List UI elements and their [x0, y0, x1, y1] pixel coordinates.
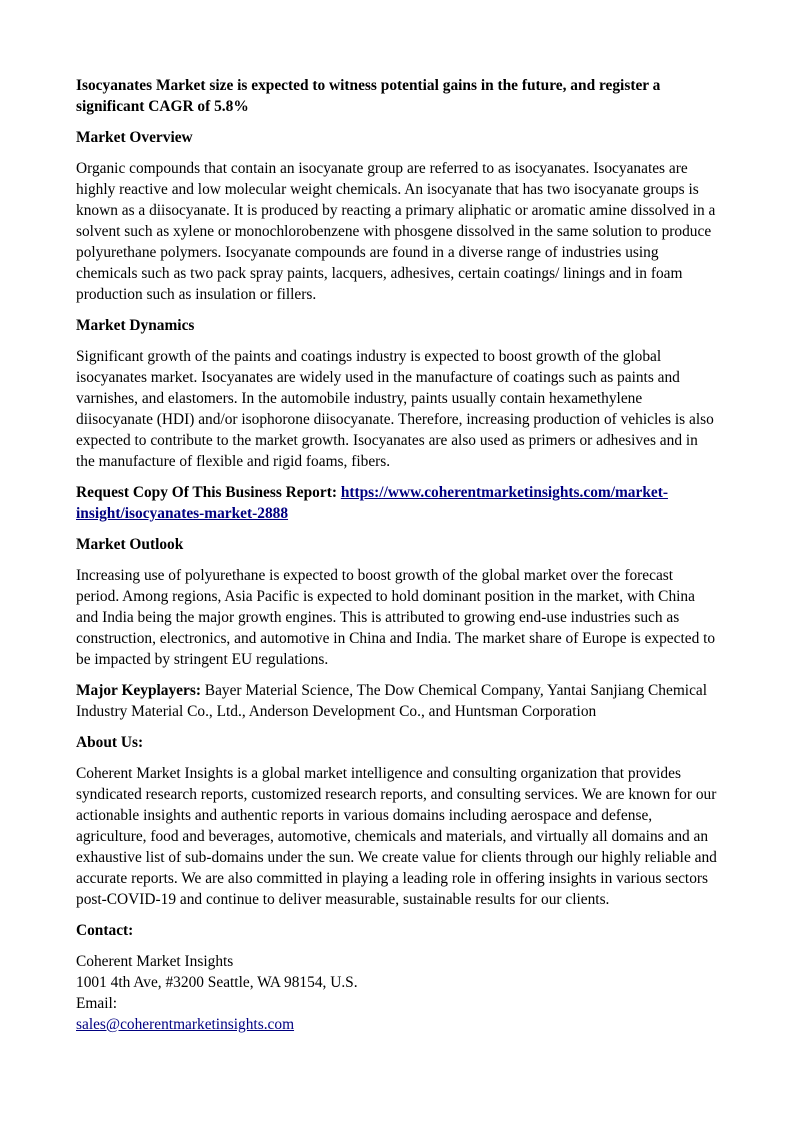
keyplayers-paragraph: [76, 680, 718, 722]
overview-heading: Market Overview: [76, 129, 193, 146]
about-heading: About Us:: [76, 734, 144, 751]
contact-email-line: [76, 993, 718, 1035]
dynamics-paragraph: Significant growth of the paints and coatings industry is expected to boost growth of the global isocyanates market. Isocyanates are widely used in the manufacture of coatings such as paints and varnishes, and elastomers. In the automobile industry, paints usually contain hexamethylene diisocyanate (HDI) and/or isophorone diisocyanate. Therefore, increasing production of vehicles is also expected to contribute to the market growth. Isocyanates are also used as primers or adhesives and in the manufacture of flexible and rigid foams, fibers.: [76, 348, 714, 470]
keyplayers-label: Major Keyplayers:: [76, 682, 201, 699]
contact-block: [76, 951, 718, 1035]
dynamics-heading: Market Dynamics: [76, 317, 195, 334]
outlook-heading: Market Outlook: [76, 536, 184, 553]
email-link[interactable]: sales@coherentmarketinsights.com: [76, 1016, 295, 1033]
outlook-paragraph: Increasing use of polyurethane is expected to boost growth of the global market over the forecast period. Among regions, Asia Pacific is expected to hold dominant position in the market, with China and India being the major growth engines. This is attributed to growing end-use industries such as construction, electronics, and automotive in China and India. The market share of Europe is expected to be impacted by stringent EU regulations.: [76, 567, 716, 668]
keyplayers-list: Bayer Material Science, The Dow Chemical Company, Yantai Sanjiang Chemical Industry Material Co., Ltd., Anderson Development Co., and Huntsman Corporation: [76, 682, 708, 720]
overview-paragraph: Organic compounds that contain an isocyanate group are referred to as isocyanates. Isocyanates are highly reactive and low molecular weight chemicals. An isocyanate that has two isocyanate groups is known as a diisocyanate. It is produced by reacting a primary aliphatic or aromatic amine dissolved in a solvent such as xylene or monochlorobenzene with phosgene dissolved in the same solution to produce polyurethane polymers. Isocyanate compounds are found in a diverse range of industries using chemicals such as two pack spray paints, lacquers, adhesives, certain coatings/ linings and in foam production such as insulation or fillers.: [76, 160, 716, 303]
request-copy-line: [76, 482, 718, 524]
page-title: Isocyanates Market size is expected to witness potential gains in the future, and register a significant CAGR of 5.8%: [76, 77, 661, 115]
contact-email-label: Email:: [76, 995, 118, 1012]
request-copy-label: Request Copy Of This Business Report:: [76, 484, 341, 501]
contact-heading: Contact:: [76, 922, 134, 939]
document-page: [76, 75, 718, 1045]
contact-company: Coherent Market Insights: [76, 953, 234, 970]
about-paragraph: Coherent Market Insights is a global market intelligence and consulting organization that provides syndicated research reports, customized research reports, and consulting services. We are known for our actionable insights and authentic reports in various domains including aerospace and defense, agriculture, food and beverages, automotive, chemicals and materials, and virtually all domains and an exhaustive list of sub-domains under the sun. We create value for clients through our highly reliable and accurate reports. We are also committed in playing a leading role in offering insights in various sectors post-COVID-19 and continue to deliver measurable, sustainable results for our clients.: [76, 765, 717, 908]
contact-address: 1001 4th Ave, #3200 Seattle, WA 98154, U.S.: [76, 974, 358, 991]
report-link[interactable]: https://www.coherentmarketinsights.com/market-insight/isocyanates-market-2888: [76, 484, 668, 522]
